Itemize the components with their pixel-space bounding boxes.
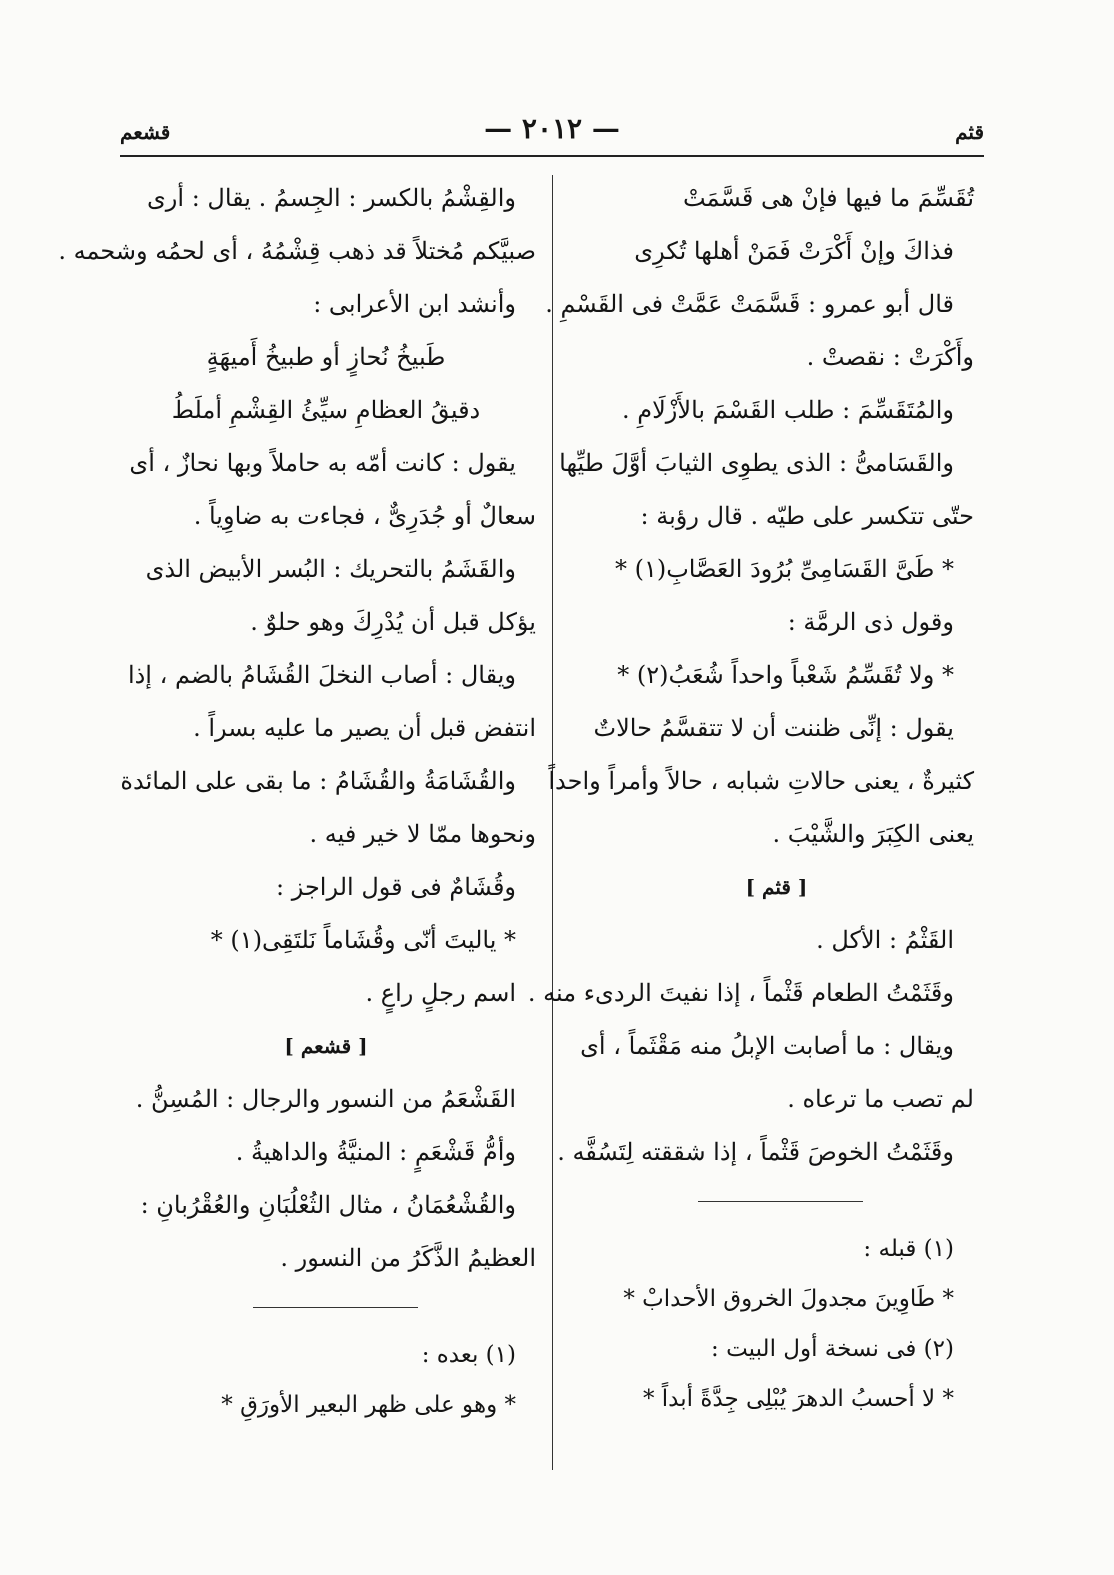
text-line: العظيمُ الذَّكَرُ من النسور . — [280, 1244, 536, 1272]
text-line: حتّى تتكسر على طيّه . قال رؤبة : — [640, 502, 974, 530]
text-line: تُقَسِّمَ ما فيها فإنْ هى قَسَّمَتْ — [683, 184, 974, 212]
column-divider — [552, 175, 553, 1470]
text-line: يقول : إنِّى ظننت أن لا تتقسَّمُ حالاتٌ — [593, 714, 954, 742]
header-rule — [120, 155, 984, 157]
text-line: ونحوها ممّا لا خير فيه . — [309, 820, 536, 848]
text-line: * طَىَّ القَسَامِىِّ بُرُودَ العَصَّابِ(١) * — [614, 555, 954, 583]
footnote: * لا أحسبُ الدهرَ يُبْلِى جِدَّةً أبداً * — [642, 1386, 954, 1412]
text-line: اسم رجلٍ راعٍ . — [365, 979, 516, 1007]
text-line: قال أبو عمرو : قَسَّمَتْ عَمَّتْ فى القَسْمِ . — [545, 290, 954, 318]
text-line: والقُشَامَةُ والقُشَامُ : ما بقى على المائدة — [120, 767, 516, 795]
text-line: انتفض قبل أن يصير ما عليه بسراً . — [193, 714, 536, 742]
footnote: (١) بعده : — [421, 1342, 516, 1368]
page-number: — ٢٠١٢ — — [484, 112, 620, 145]
verse-line: طَبيخُ نُحازٍ أو طبيخُ أَميهَةٍ — [206, 343, 446, 371]
text-line: سعالٌ أو جُدَرِىٌّ ، فجاءت به ضاوِياً . — [193, 502, 536, 530]
text-line: يعنى الكِبَرَ والشَّيْبَ . — [772, 820, 974, 848]
text-line: وقُشَامٌ فى قول الراجز : — [276, 873, 516, 901]
page-header — [120, 110, 984, 152]
text-line: يقول : كانت أمّه به حاملاً وبها نحازٌ ، أى — [129, 449, 516, 477]
left-column — [58, 172, 536, 1430]
section-title: [ قشعم ] — [284, 1034, 368, 1058]
verse-line: دقيقُ العظامِ سيِّئُ القِشْمِ أملَطُ — [171, 396, 481, 424]
text-line: ويقال : ما أصابت الإبلُ منه مَقْثَماً ، أى — [580, 1032, 954, 1060]
text-line: وأنشد ابن الأعرابى : — [313, 290, 516, 318]
footnote: (٢) فى نسخة أول البيت : — [711, 1336, 954, 1362]
text-line: القَثْمُ : الأكل . — [816, 926, 954, 954]
footnote-separator — [253, 1307, 418, 1308]
text-line: صبيَّكم مُختلاً قد ذهب قِشْمُهُ ، أى لحمُه وشحمه . — [58, 237, 536, 265]
text-line: وقَثَمْتُ الطعام قَثْماً ، إذا نفيتَ الردىء منه . — [527, 979, 954, 1007]
running-headword-right: قثم — [955, 120, 984, 144]
text-line: والمُتَقَسِّمَ : طلب القَسْمَ بالأَزْلَامِ . — [621, 396, 954, 424]
text-line: والقَسَامىُّ : الذى يطوِى الثيابَ أوَّلَ طيِّها — [559, 449, 954, 477]
text-line: والقُشْعُمَانُ ، مثال الثُعْلُبَانِ والعُقْرُبانِ : — [140, 1191, 516, 1219]
text-line: والقِشْمُ بالكسر : الجِسمُ . يقال : أرى — [147, 184, 516, 212]
text-line: وأمُّ قَشْعَمٍ : المنيَّةُ والداهيةُ . — [235, 1138, 516, 1166]
text-line: لم تصب ما ترعاه . — [787, 1085, 974, 1113]
running-headword-left: قشعم — [120, 120, 171, 144]
text-line: * ولا تُقَسِّمُ شَعْباً واحداً شُعَبُ(٢) * — [617, 661, 954, 689]
footnote: (١) قبله : — [863, 1236, 954, 1262]
section-title: [ قثم ] — [745, 875, 808, 899]
text-line: وقول ذى الرمَّة : — [787, 608, 954, 636]
text-line: يؤكل قبل أن يُدْرِكَ وهو حلوٌ . — [250, 608, 536, 636]
text-line: والقَشَمُ بالتحريك : البُسر الأبيض الذى — [145, 555, 516, 583]
footnote: * طَاوِينَ مجدولَ الخروق الأحدابْ * — [623, 1286, 954, 1312]
text-line: وأَكْرَتْ : نقصتْ . — [806, 343, 974, 371]
footnote-separator — [698, 1201, 863, 1202]
footnote: * وهو على ظهر البعير الأورَقِ * — [221, 1392, 516, 1418]
text-line: القَشْعَمُ من النسور والرجال : المُسِنُّ . — [135, 1085, 516, 1113]
text-line: كثيرةٌ ، يعنى حالاتِ شبابه ، حالاً وأمراً واحداً — [548, 767, 974, 795]
text-line: فذاكَ وإنْ أَكْرَتْ فَمَنْ أهلها تُكرِى — [634, 237, 954, 265]
text-line: وقَثَمْتُ الخوصَ قَثْماً ، إذا شققته لِتَسُفَّه . — [557, 1138, 954, 1166]
right-column — [527, 172, 974, 1424]
text-line: ويقال : أصاب النخلَ القُشَامُ بالضم ، إذا — [127, 661, 516, 689]
text-line: * ياليتَ أنّى وقُشَاماً نَلتَقِى(١) * — [210, 926, 516, 954]
